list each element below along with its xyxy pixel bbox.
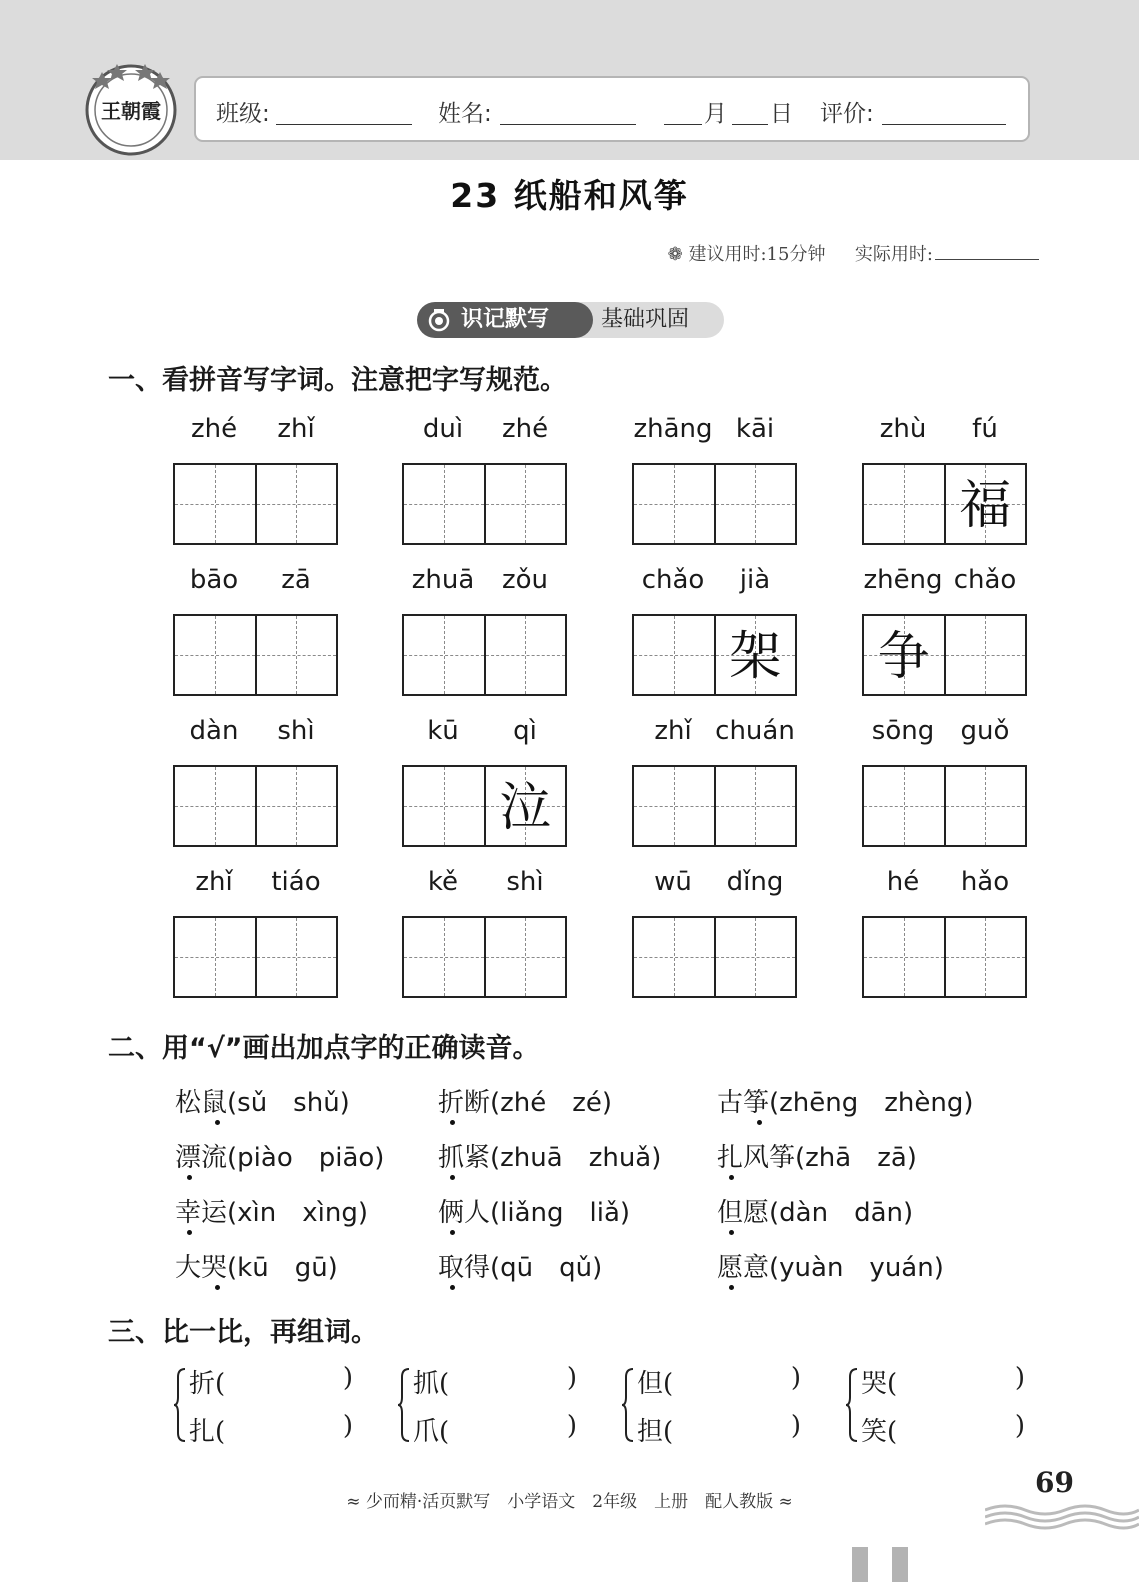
close-paren: ) [790, 1363, 801, 1393]
pronunciation-item [717, 1247, 944, 1284]
pinyin-label: sōng [871, 716, 935, 746]
pinyin-label: bāo [189, 565, 239, 595]
month-label: 月 [704, 101, 727, 127]
pinyin-label: dǐng [726, 867, 784, 897]
writing-grid [402, 765, 567, 847]
pinyin-label: fú [972, 414, 998, 444]
reading-options[interactable]: (dàn dān) [769, 1198, 914, 1228]
actual-time-label: 实际用时: [854, 244, 933, 265]
grid-cell[interactable] [175, 465, 255, 543]
word: 取得 [438, 1253, 491, 1283]
pronunciation-item [438, 1137, 661, 1174]
word-pair-group [621, 1363, 801, 1445]
grid-cell[interactable] [634, 465, 714, 543]
pinyin-label: zhé [190, 414, 238, 444]
given-character: 争 [877, 627, 930, 687]
pronunciation-item [717, 1137, 917, 1174]
pinyin-label: zǒu [501, 565, 549, 595]
close-paren: ) [342, 1411, 353, 1441]
section1-heading: 一、看拼音写字词。注意把字写规范。 [108, 365, 567, 396]
grid-cell[interactable] [255, 918, 337, 996]
grid-cell[interactable] [944, 616, 1026, 694]
word-prompt[interactable]: 但( [637, 1369, 674, 1399]
word: 折断 [438, 1088, 491, 1118]
grid-cell[interactable] [404, 767, 484, 845]
day-blank[interactable] [732, 124, 768, 125]
given-character: 泣 [499, 778, 552, 838]
emphasis-dot [187, 1175, 192, 1180]
grid-cell[interactable] [864, 465, 944, 543]
grid-cell[interactable] [175, 767, 255, 845]
reading-options[interactable]: (kū gū) [227, 1253, 338, 1283]
pinyin-label: kě [427, 867, 459, 897]
emphasis-dot [187, 1230, 192, 1235]
grid-cell[interactable] [404, 465, 484, 543]
grid-cell[interactable] [634, 616, 714, 694]
word: 但愿 [717, 1198, 770, 1228]
grid-cell[interactable] [255, 465, 337, 543]
pinyin-label: zhé [501, 414, 549, 444]
close-paren: ) [1014, 1411, 1025, 1441]
reading-options[interactable]: (sǔ shǔ) [227, 1088, 350, 1118]
emphasis-dot [450, 1175, 455, 1180]
given-character: 福 [959, 476, 1012, 536]
grid-cell[interactable] [175, 616, 255, 694]
word: 松鼠 [175, 1088, 228, 1118]
name-label: 姓名: [438, 101, 492, 127]
writing-grid [173, 463, 338, 545]
student-info-box [194, 76, 1030, 142]
close-paren: ) [790, 1411, 801, 1441]
brace-icon [397, 1367, 411, 1443]
pinyin-label: chuán [715, 716, 795, 746]
emphasis-dot [729, 1175, 734, 1180]
pinyin-label: tiáo [271, 867, 321, 897]
writing-grid [402, 463, 567, 545]
word: 俩人 [438, 1198, 491, 1228]
pronunciation-item [717, 1192, 913, 1229]
pinyin-label: hé [886, 867, 920, 897]
pinyin-label: zhāng [633, 414, 713, 444]
page-number: 69 [1035, 1466, 1074, 1499]
grid-cell[interactable] [634, 767, 714, 845]
grid-cell[interactable] [484, 918, 566, 996]
pinyin-label: zhǐ [654, 716, 692, 746]
pinyin-label: zā [281, 565, 311, 595]
word-pair-group [173, 1363, 353, 1445]
brace-icon [621, 1367, 635, 1443]
pinyin-label: zhǐ [195, 867, 233, 897]
grid-cell[interactable] [864, 918, 944, 996]
word-prompt[interactable]: 爪( [413, 1417, 450, 1447]
reading-options[interactable]: (piào piāo) [227, 1143, 385, 1173]
close-paren: ) [566, 1363, 577, 1393]
edge-bar [892, 1547, 908, 1582]
word-prompt[interactable]: 折( [189, 1369, 226, 1399]
writing-grid [632, 765, 797, 847]
grid-cell[interactable] [714, 465, 796, 543]
pinyin-label: jià [739, 565, 771, 595]
pinyin-label: shì [277, 716, 315, 746]
brace-icon [173, 1367, 187, 1443]
pinyin-label: kū [427, 716, 459, 746]
pinyin-label: guǒ [960, 716, 1010, 746]
reading-options[interactable]: (yuàn yuán) [769, 1253, 944, 1283]
grid-cell[interactable] [944, 767, 1026, 845]
word: 古筝 [717, 1088, 770, 1118]
writing-grid [632, 916, 797, 998]
section-banner [417, 302, 724, 338]
emphasis-dot [450, 1285, 455, 1290]
word: 幸运 [175, 1198, 228, 1228]
emphasis-dot [729, 1285, 734, 1290]
logo-text: 王朝霞 [101, 99, 161, 123]
actual-time-blank[interactable] [935, 259, 1039, 260]
pinyin-label: zhēng [863, 565, 943, 595]
writing-grid [862, 916, 1027, 998]
day-label: 日 [770, 101, 793, 127]
pronunciation-item [175, 1247, 338, 1284]
name-blank[interactable] [500, 124, 636, 125]
pinyin-label: shì [506, 867, 544, 897]
reading-options[interactable]: (liǎng liǎ) [490, 1198, 631, 1228]
writing-grid [173, 614, 338, 696]
pronunciation-item [175, 1192, 368, 1229]
pronunciation-item [175, 1082, 350, 1119]
section2-heading: 二、用“√”画出加点字的正确读音。 [108, 1033, 540, 1064]
grid-cell[interactable] [484, 616, 566, 694]
emphasis-dot [757, 1120, 762, 1125]
pinyin-label: zhuā [411, 565, 475, 595]
brace-icon [845, 1367, 859, 1443]
eval-blank[interactable] [882, 124, 1006, 125]
class-blank[interactable] [276, 124, 412, 125]
writing-grid [862, 614, 1027, 696]
grid-cell[interactable] [714, 918, 796, 996]
writing-grid [402, 916, 567, 998]
publisher-logo [82, 58, 180, 156]
reading-options[interactable]: (zhēng zhèng) [769, 1088, 974, 1118]
pronunciation-item [438, 1192, 630, 1229]
grid-cell[interactable] [944, 918, 1026, 996]
word: 扎风筝 [717, 1143, 796, 1173]
word: 抓紧 [438, 1143, 491, 1173]
reading-options[interactable]: (zhé zé) [490, 1088, 613, 1118]
emphasis-dot [450, 1120, 455, 1125]
pronunciation-item [175, 1137, 384, 1174]
pinyin-label: duì [422, 414, 464, 444]
pinyin-label: chǎo [953, 565, 1017, 595]
pinyin-label: hǎo [960, 867, 1010, 897]
writing-grid [402, 614, 567, 696]
grid-cell[interactable] [484, 465, 566, 543]
grid-cell[interactable] [255, 616, 337, 694]
pinyin-label: zhǐ [277, 414, 315, 444]
writing-grid [862, 463, 1027, 545]
banner-right: 基础巩固 [567, 302, 724, 338]
grid-cell[interactable] [714, 767, 796, 845]
reading-options[interactable]: (zhuā zhuǎ) [490, 1143, 662, 1173]
given-character: 架 [729, 627, 782, 687]
pinyin-label: chǎo [641, 565, 705, 595]
emphasis-dot [450, 1230, 455, 1235]
pinyin-label: zhù [879, 414, 927, 444]
emphasis-dot [729, 1230, 734, 1235]
writing-grid [632, 463, 797, 545]
word: 愿意 [717, 1253, 770, 1283]
writing-grid [862, 765, 1027, 847]
class-label: 班级: [216, 101, 270, 127]
grid-cell[interactable] [255, 767, 337, 845]
pinyin-label: dàn [189, 716, 239, 746]
pinyin-label: wū [654, 867, 692, 897]
word-prompt[interactable]: 哭( [861, 1369, 898, 1399]
pronunciation-item [717, 1082, 974, 1119]
reading-options[interactable]: (qū qǔ) [490, 1253, 603, 1283]
writing-grid [632, 614, 797, 696]
reading-options[interactable]: (zhā zā) [795, 1143, 917, 1173]
grid-cell[interactable] [175, 918, 255, 996]
eval-label: 评价: [820, 101, 874, 127]
close-paren: ) [566, 1411, 577, 1441]
time-info [668, 240, 1039, 266]
word-prompt[interactable]: 笑( [861, 1417, 898, 1447]
word-prompt[interactable]: 担( [637, 1417, 674, 1447]
grid-cell[interactable] [864, 767, 944, 845]
grid-cell[interactable] [404, 918, 484, 996]
pronunciation-item [438, 1082, 612, 1119]
emphasis-dot [215, 1285, 220, 1290]
emphasis-dot [215, 1120, 220, 1125]
lesson-title: 23 纸船和风筝 [450, 176, 689, 215]
pronunciation-item [438, 1247, 602, 1284]
word: 大哭 [175, 1253, 228, 1283]
grid-cell[interactable] [404, 616, 484, 694]
grid-cell[interactable] [484, 767, 566, 845]
reading-options[interactable]: (xìn xìng) [227, 1198, 368, 1228]
footer-text: ≈ 少而精·活页默写 小学语文 2年级 上册 配人教版 ≈ [346, 1492, 793, 1512]
word-pair-group [397, 1363, 577, 1445]
grid-cell[interactable] [944, 465, 1026, 543]
grid-cell[interactable] [634, 918, 714, 996]
pinyin-label: kāi [735, 414, 775, 444]
writing-grid [173, 916, 338, 998]
banner-left: 识记默写 [417, 302, 593, 338]
word: 漂流 [175, 1143, 228, 1173]
close-paren: ) [342, 1363, 353, 1393]
close-paren: ) [1014, 1363, 1025, 1393]
grid-cell[interactable] [714, 616, 796, 694]
pinyin-label: qì [513, 716, 537, 746]
clock-icon: ❁ [667, 244, 683, 265]
suggested-time: 建议用时:15分钟 [688, 244, 826, 265]
word-prompt[interactable]: 抓( [413, 1369, 450, 1399]
month-blank[interactable] [664, 124, 702, 125]
edge-bar [852, 1547, 868, 1582]
writing-grid [173, 765, 338, 847]
grid-cell[interactable] [864, 616, 944, 694]
section3-heading: 三、比一比，再组词。 [108, 1317, 378, 1348]
word-prompt[interactable]: 扎( [189, 1417, 226, 1447]
medal-icon [427, 308, 451, 332]
word-pair-group [845, 1363, 1025, 1445]
